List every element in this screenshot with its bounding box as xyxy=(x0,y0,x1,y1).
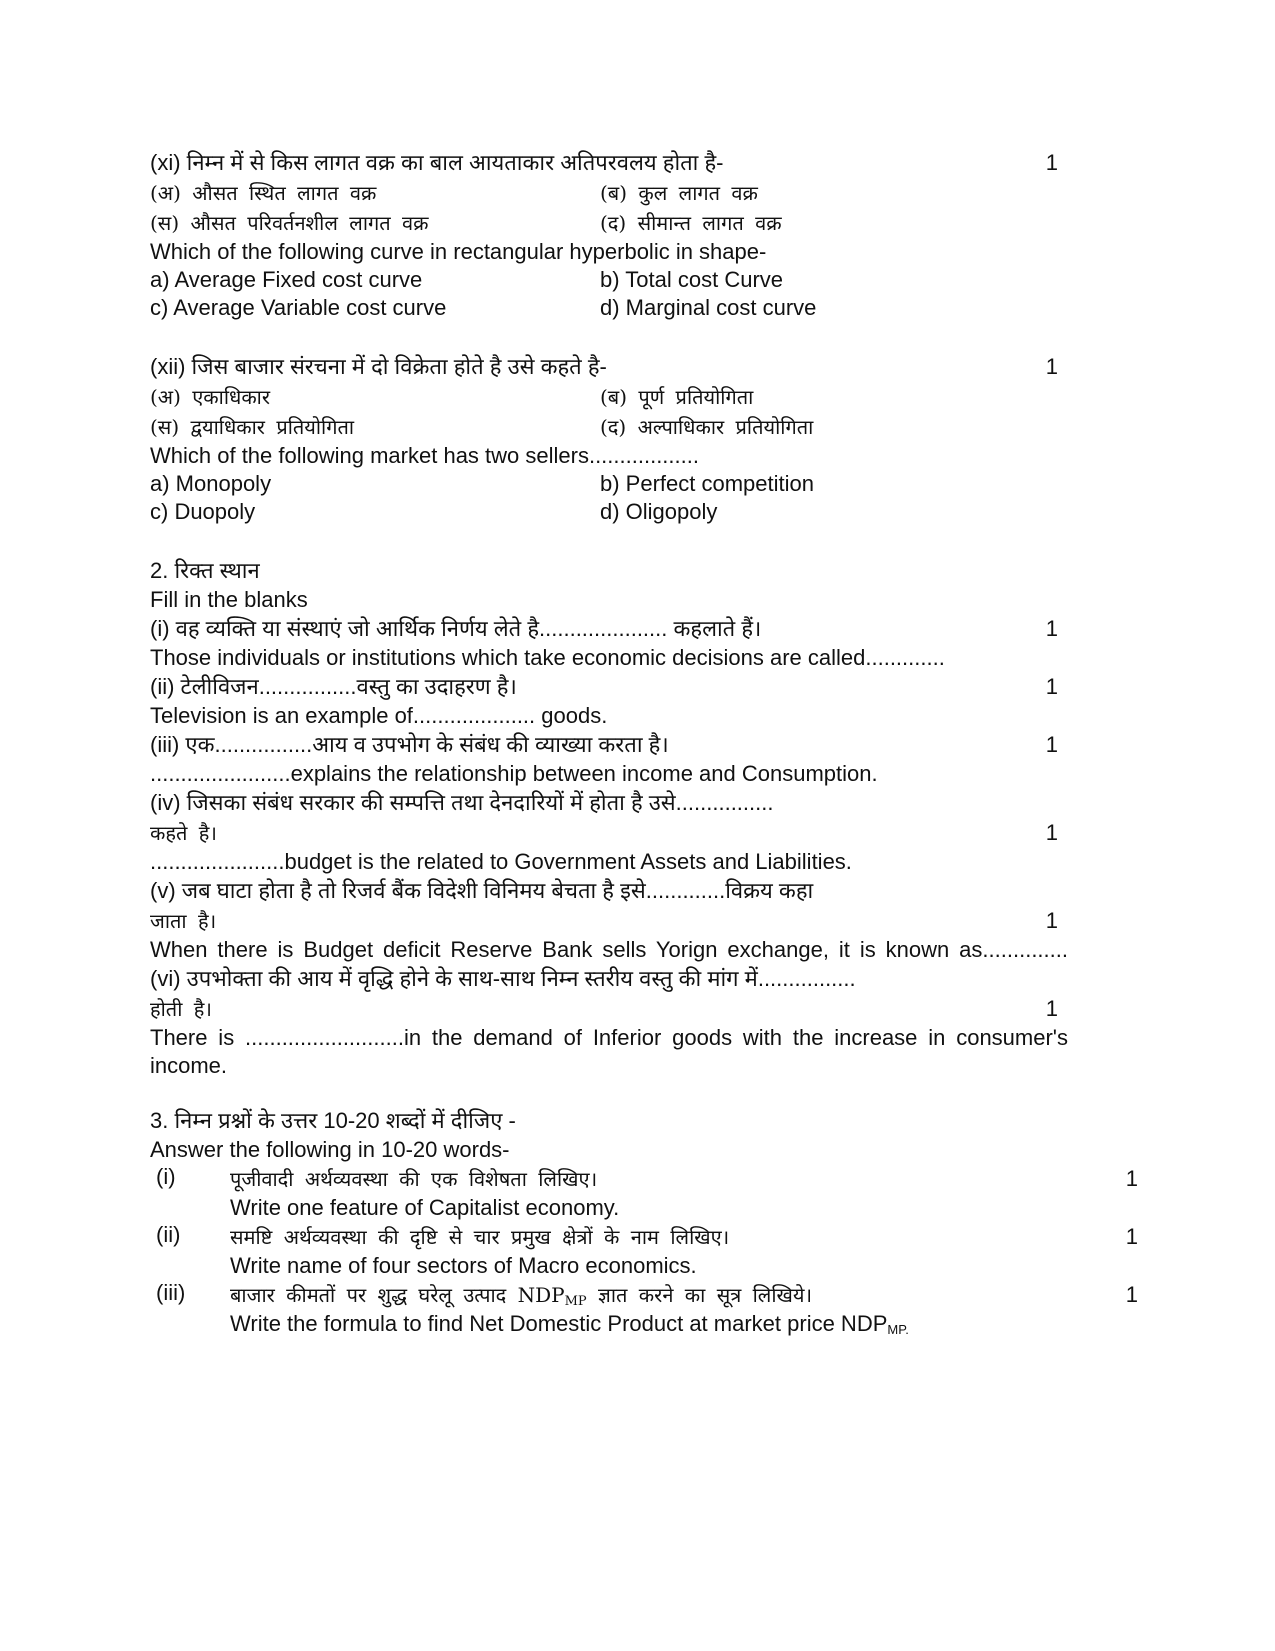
q12-english-options-cd xyxy=(150,498,1130,526)
s3-item-ii-mark: 1 xyxy=(1125,1224,1138,1249)
q11-hi-opt-a: (अ) औसत स्थित लागत वक्र xyxy=(150,181,377,205)
q11-mark: 1 xyxy=(1045,150,1058,175)
s3-item-ii-hindi: समष्टि अर्थव्यवस्था की दृष्टि से चार प्रमुख क्षेत्रों के नाम लिखिए। 1 xyxy=(230,1222,1130,1252)
q12-hindi-question: (xii) जिस बाजार संरचना में दो विक्रेता होते है उसे कहते है- 1 xyxy=(150,352,1130,382)
s2-vi-hindi-line1: (vi) उपभोक्ता की आय में वृद्धि होने के साथ-साथ निम्न स्तरीय वस्तु की मांग में................ xyxy=(150,966,856,991)
s2-ii-mark: 1 xyxy=(1045,674,1058,699)
s2-v-hindi-line2: जाता है। 1 xyxy=(150,906,1130,936)
s2-vi-mark: 1 xyxy=(1045,996,1058,1021)
q12-en-opt-b: b) Perfect competition xyxy=(600,471,814,496)
q11-hi-opt-d: (द) सीमान्त लागत वक्र xyxy=(600,211,782,235)
s2-vi-hindi-line2: होती है। 1 xyxy=(150,994,1130,1024)
s2-iii-hindi: (iii) एक................आय व उपभोग के संबंध की व्याख्या करता है। 1 xyxy=(150,730,1130,760)
q12-en-opt-a: a) Monopoly xyxy=(150,471,272,496)
q12-en-opt-d: d) Oligopoly xyxy=(600,499,718,524)
s2-v-hindi-line1: (v) जब घाटा होता है तो रिजर्व बैंक विदेशी विनिमय बेचता है इसे.............विक्रय कहा xyxy=(150,878,814,903)
q11-en-opt-c: c) Average Variable cost curve xyxy=(150,295,447,320)
s2-v-mark: 1 xyxy=(1045,908,1058,933)
q12-hindi-options-cd xyxy=(150,412,1130,442)
s3-item-i-num: (i) xyxy=(156,1164,176,1189)
q12-hi-opt-a: (अ) एकाधिकार xyxy=(150,385,271,409)
s2-iv-hindi-line1: (iv) जिसका संबंध सरकार की सम्पत्ति तथा देनदारियों में होता है उसे................ xyxy=(150,790,774,815)
q11-hi-opt-c: (स) औसत परिवर्तनशील लागत वक्र xyxy=(150,211,429,235)
q11-hindi-question: (xi) निम्न में से किस लागत वक्र का बाल आयताकार अतिपरवलय होता है- 1 xyxy=(150,148,1130,178)
s3-item-iii-english: Write the formula to find Net Domestic Product at market price $NDP_{MP.}$ xyxy=(230,1311,909,1337)
section3-hindi-heading: 3. निम्न प्रश्नों के उत्तर 10-20 शब्दों में दीजिए - xyxy=(150,1108,516,1133)
q11-english-options-ab xyxy=(150,266,1130,294)
s3-item-ii-num: (ii) xyxy=(156,1222,181,1247)
q11-hindi-options-ab xyxy=(150,178,1130,208)
s2-iii-english: .......................explains the relationship between income and Consumption. xyxy=(150,761,878,786)
q12-hi-opt-c: (स) द्वयाधिकार प्रतियोगिता xyxy=(150,415,355,439)
s2-i-english: Those individuals or institutions which take economic decisions are called............. xyxy=(150,645,945,670)
s2-iii-mark: 1 xyxy=(1045,732,1058,757)
section3-english-heading: Answer the following in 10-20 words- xyxy=(150,1137,510,1162)
q12-english-options-ab xyxy=(150,470,1130,498)
section2-hindi-heading: 2. रिक्त स्थान xyxy=(150,558,260,583)
q12-hi-opt-b: (ब) पूर्ण प्रतियोगिता xyxy=(600,385,754,409)
s3-item-i-english: Write one feature of Capitalist economy. xyxy=(230,1195,620,1220)
s3-item-iii xyxy=(150,1280,1138,1338)
q11-hi-opt-b: (ब) कुल लागत वक्र xyxy=(600,181,758,205)
q11-en-opt-d: d) Marginal cost curve xyxy=(600,295,817,320)
s2-vi-english: There is ..........................in the demand of Inferior goods with the increase in consumer's income. xyxy=(150,1025,1068,1078)
s3-item-i-mark: 1 xyxy=(1125,1166,1138,1191)
s3-item-ii xyxy=(150,1222,1138,1280)
s2-v-english: When there is Budget deficit Reserve Bank sells Yorign exchange, it is known as.............. xyxy=(150,937,1068,962)
s3-item-iii-num: (iii) xyxy=(156,1280,186,1305)
s3-item-ii-english: Write name of four sectors of Macro economics. xyxy=(230,1253,697,1278)
q12-english-question: Which of the following market has two sellers.................. xyxy=(150,443,699,468)
s2-i-mark: 1 xyxy=(1045,616,1058,641)
s3-item-i xyxy=(150,1164,1138,1222)
q11-hindi-options-cd xyxy=(150,208,1130,238)
s2-ii-hindi: (ii) टेलीविजन................वस्तु का उदाहरण है। 1 xyxy=(150,672,1130,702)
s2-iv-hindi-line2: कहते है। 1 xyxy=(150,818,1130,848)
s3-item-iii-mark: 1 xyxy=(1125,1282,1138,1307)
q11-en-opt-a: a) Average Fixed cost curve xyxy=(150,267,423,292)
s2-iv-mark: 1 xyxy=(1045,820,1058,845)
q12-hindi-options-ab xyxy=(150,382,1130,412)
s2-ii-english: Television is an example of.................... goods. xyxy=(150,703,608,728)
s3-item-i-hindi: पूजीवादी अर्थव्यवस्था की एक विशेषता लिखिए। 1 xyxy=(230,1164,1130,1194)
s3-item-iii-hindi: बाजार कीमतों पर शुद्ध घरेलू उत्पाद $NDP_{MP}$ ज्ञात करने का सूत्र लिखिये। 1 xyxy=(230,1282,1138,1309)
section2-english-heading: Fill in the blanks xyxy=(150,587,308,612)
exam-page xyxy=(150,148,1138,1338)
q11-en-opt-b: b) Total cost Curve xyxy=(600,267,784,292)
q11-english-options-cd xyxy=(150,294,1130,322)
q12-mark: 1 xyxy=(1045,354,1058,379)
s2-iv-english: ......................budget is the related to Government Assets and Liabilities. xyxy=(150,849,852,874)
q12-en-opt-c: c) Duopoly xyxy=(150,499,256,524)
q11-english-question: Which of the following curve in rectangular hyperbolic in shape- xyxy=(150,239,767,264)
s2-i-hindi: (i) वह व्यक्ति या संस्थाएं जो आर्थिक निर्णय लेते है..................... कहलाते हैं। 1 xyxy=(150,614,1130,644)
q12-hi-opt-d: (द) अल्पाधिकार प्रतियोगिता xyxy=(600,415,814,439)
